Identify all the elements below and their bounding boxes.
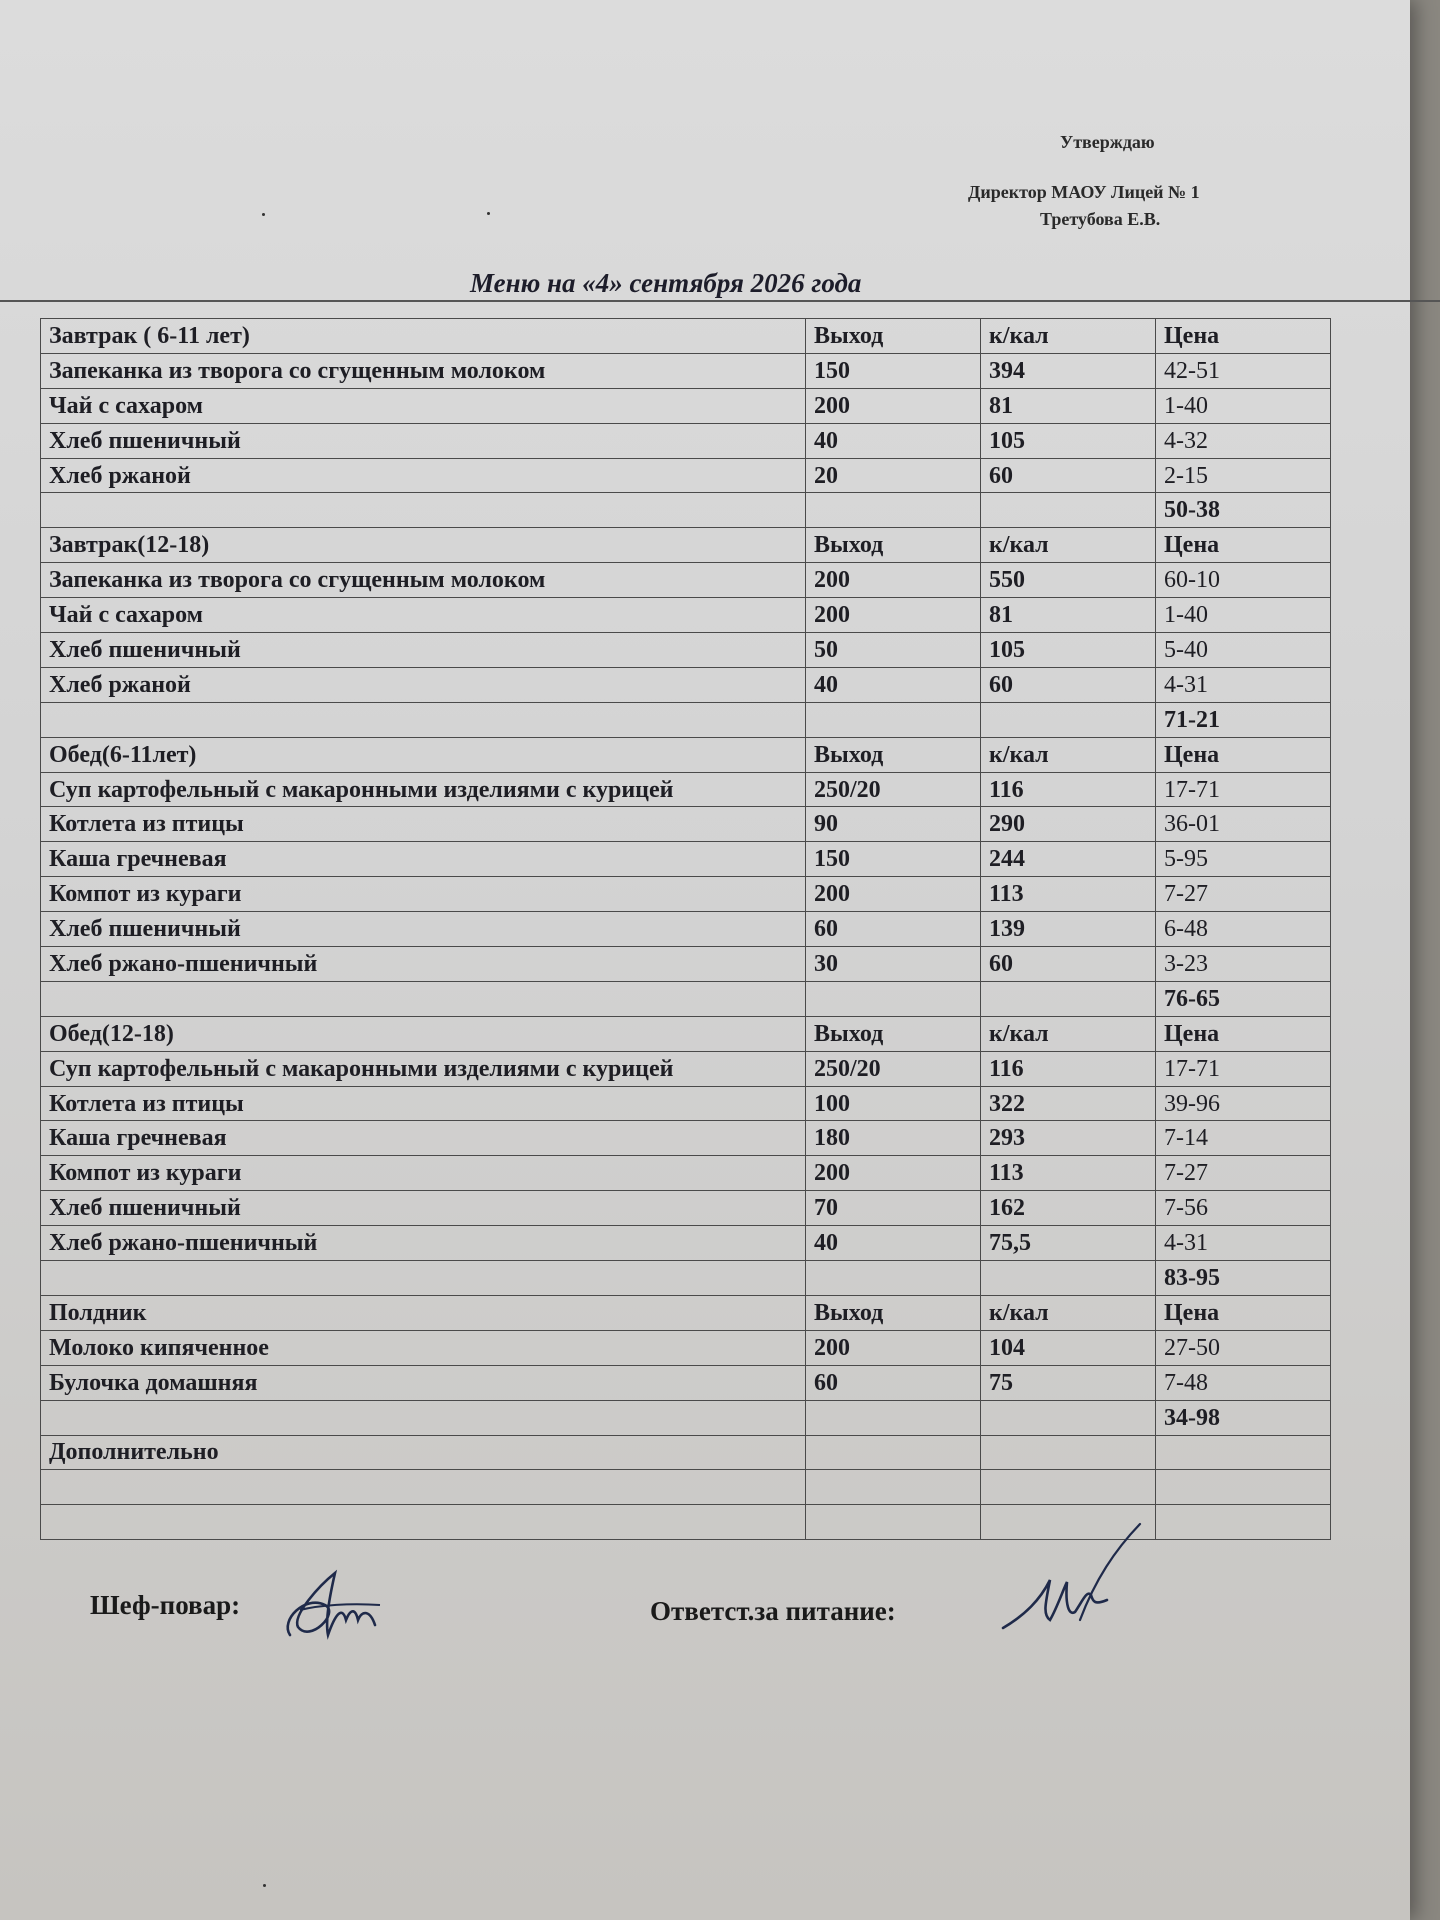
kcal-cell: к/кал (981, 319, 1156, 354)
portion-cell (806, 1505, 981, 1540)
price-cell: 27-50 (1156, 1330, 1331, 1365)
kcal-cell: к/кал (981, 1016, 1156, 1051)
price-cell: 17-71 (1156, 772, 1331, 807)
kcal-cell (981, 1435, 1156, 1470)
section-total-row (41, 1400, 1331, 1435)
menu-row (41, 1365, 1331, 1400)
dish-name-cell: Хлеб ржано-пшеничный (41, 1226, 806, 1261)
menu-row (41, 1435, 1331, 1470)
dish-name-cell: Булочка домашняя (41, 1365, 806, 1400)
dish-name-cell: Котлета из птицы (41, 807, 806, 842)
kcal-cell: 75 (981, 1365, 1156, 1400)
portion-cell (806, 1470, 981, 1505)
menu-row (41, 458, 1331, 493)
price-cell (1156, 1505, 1331, 1540)
menu-row (41, 807, 1331, 842)
approval-position: Директор МАОУ Лицей № 1 (968, 182, 1200, 202)
approval-person: Третубова Е.В. (1040, 209, 1161, 229)
paper-speck (262, 213, 265, 216)
portion-cell: 200 (806, 388, 981, 423)
price-cell: 71-21 (1156, 702, 1331, 737)
price-cell (1156, 1435, 1331, 1470)
portion-cell: 20 (806, 458, 981, 493)
portion-cell (806, 1400, 981, 1435)
menu-row (41, 353, 1331, 388)
price-cell: 3-23 (1156, 947, 1331, 982)
portion-cell: 30 (806, 947, 981, 982)
kcal-cell: 162 (981, 1191, 1156, 1226)
kcal-cell: к/кал (981, 737, 1156, 772)
dish-name-cell: Завтрак ( 6-11 лет) (41, 319, 806, 354)
portion-cell (806, 702, 981, 737)
menu-row (41, 772, 1331, 807)
menu-row (41, 388, 1331, 423)
section-header-row (41, 1016, 1331, 1051)
portion-cell (806, 1261, 981, 1296)
portion-cell: 150 (806, 842, 981, 877)
price-cell: 1-40 (1156, 388, 1331, 423)
kcal-cell (981, 1261, 1156, 1296)
price-cell: Цена (1156, 319, 1331, 354)
price-cell: 39-96 (1156, 1086, 1331, 1121)
price-cell: 2-15 (1156, 458, 1331, 493)
price-cell: 4-31 (1156, 1226, 1331, 1261)
kcal-cell: 322 (981, 1086, 1156, 1121)
dish-name-cell: Компот из кураги (41, 1156, 806, 1191)
menu-row (41, 563, 1331, 598)
header-rule (0, 300, 1440, 302)
dish-name-cell (41, 981, 806, 1016)
kcal-cell: 394 (981, 353, 1156, 388)
dish-name-cell: Суп картофельный с макаронными изделиями с курицей (41, 772, 806, 807)
kcal-cell (981, 1400, 1156, 1435)
portion-cell: 40 (806, 667, 981, 702)
kcal-cell: 75,5 (981, 1226, 1156, 1261)
dish-name-cell: Котлета из птицы (41, 1086, 806, 1121)
price-cell: 5-95 (1156, 842, 1331, 877)
paper-speck (487, 212, 490, 215)
dish-name-cell (41, 1470, 806, 1505)
portion-cell: Выход (806, 1295, 981, 1330)
chef-signature (280, 1565, 390, 1650)
price-cell: 36-01 (1156, 807, 1331, 842)
kcal-cell: к/кал (981, 528, 1156, 563)
price-cell: 50-38 (1156, 493, 1331, 528)
portion-cell: 200 (806, 1156, 981, 1191)
menu-row (41, 598, 1331, 633)
portion-cell: Выход (806, 737, 981, 772)
dish-name-cell: Каша гречневая (41, 1121, 806, 1156)
dish-name-cell (41, 493, 806, 528)
portion-cell: 200 (806, 877, 981, 912)
portion-cell: 250/20 (806, 1051, 981, 1086)
approval-title: Утверждаю (1060, 132, 1155, 152)
dish-name-cell: Хлеб ржаной (41, 458, 806, 493)
price-cell: 42-51 (1156, 353, 1331, 388)
portion-cell (806, 493, 981, 528)
portion-cell: Выход (806, 319, 981, 354)
dish-name-cell: Хлеб пшеничный (41, 423, 806, 458)
kcal-cell: 60 (981, 667, 1156, 702)
section-total-row (41, 702, 1331, 737)
price-cell: 1-40 (1156, 598, 1331, 633)
dish-name-cell: Суп картофельный с макаронными изделиями с курицей (41, 1051, 806, 1086)
dish-name-cell: Хлеб пшеничный (41, 1191, 806, 1226)
kcal-cell: 81 (981, 598, 1156, 633)
price-cell: 7-27 (1156, 1156, 1331, 1191)
price-cell: 17-71 (1156, 1051, 1331, 1086)
menu-table-body (41, 319, 1331, 1540)
price-cell: 5-40 (1156, 633, 1331, 668)
portion-cell: 250/20 (806, 772, 981, 807)
price-cell: 6-48 (1156, 912, 1331, 947)
portion-cell: 100 (806, 1086, 981, 1121)
kcal-cell: 550 (981, 563, 1156, 598)
menu-row (41, 1470, 1331, 1505)
kcal-cell: 60 (981, 458, 1156, 493)
dish-name-cell: Хлеб ржаной (41, 667, 806, 702)
menu-row (41, 877, 1331, 912)
kcal-cell (981, 702, 1156, 737)
kcal-cell: 116 (981, 772, 1156, 807)
menu-row (41, 1051, 1331, 1086)
section-total-row (41, 981, 1331, 1016)
portion-cell: 200 (806, 563, 981, 598)
responsible-label: Ответст.за питание: (650, 1596, 896, 1626)
portion-cell: 180 (806, 1121, 981, 1156)
kcal-cell: 116 (981, 1051, 1156, 1086)
dish-name-cell (41, 1261, 806, 1296)
menu-row (41, 1330, 1331, 1365)
price-cell: 60-10 (1156, 563, 1331, 598)
menu-row (41, 1121, 1331, 1156)
price-cell: 7-56 (1156, 1191, 1331, 1226)
kcal-cell (981, 981, 1156, 1016)
portion-cell: Выход (806, 528, 981, 563)
dish-name-cell (41, 1505, 806, 1540)
kcal-cell: 244 (981, 842, 1156, 877)
dish-name-cell: Полдник (41, 1295, 806, 1330)
kcal-cell: 113 (981, 877, 1156, 912)
portion-cell: Выход (806, 1016, 981, 1051)
portion-cell: 70 (806, 1191, 981, 1226)
price-cell: Цена (1156, 1016, 1331, 1051)
portion-cell: 150 (806, 353, 981, 388)
kcal-cell: 60 (981, 947, 1156, 982)
menu-row (41, 423, 1331, 458)
menu-title: Меню на «4» сентября 2026 года (470, 268, 862, 298)
dish-name-cell: Обед(6-11лет) (41, 737, 806, 772)
portion-cell (806, 1435, 981, 1470)
kcal-cell (981, 493, 1156, 528)
portion-cell: 200 (806, 598, 981, 633)
price-cell: 83-95 (1156, 1261, 1331, 1296)
dish-name-cell: Молоко кипяченное (41, 1330, 806, 1365)
price-cell: 76-65 (1156, 981, 1331, 1016)
dish-name-cell (41, 702, 806, 737)
price-cell: 7-48 (1156, 1365, 1331, 1400)
dish-name-cell: Завтрак(12-18) (41, 528, 806, 563)
portion-cell: 200 (806, 1330, 981, 1365)
section-header-row (41, 1295, 1331, 1330)
dish-name-cell: Обед(12-18) (41, 1016, 806, 1051)
dish-name-cell: Хлеб пшеничный (41, 912, 806, 947)
price-cell: Цена (1156, 528, 1331, 563)
price-cell: 34-98 (1156, 1400, 1331, 1435)
responsible-signature (995, 1520, 1155, 1635)
kcal-cell: 104 (981, 1330, 1156, 1365)
price-cell: 4-31 (1156, 667, 1331, 702)
dish-name-cell: Хлеб ржано-пшеничный (41, 947, 806, 982)
kcal-cell (981, 1470, 1156, 1505)
dish-name-cell: Хлеб пшеничный (41, 633, 806, 668)
dish-name-cell (41, 1400, 806, 1435)
menu-row (41, 842, 1331, 877)
portion-cell (806, 981, 981, 1016)
paper-speck (263, 1884, 266, 1887)
dish-name-cell: Дополнительно (41, 1435, 806, 1470)
menu-row (41, 1226, 1331, 1261)
price-cell (1156, 1470, 1331, 1505)
portion-cell: 60 (806, 1365, 981, 1400)
price-cell: 7-14 (1156, 1121, 1331, 1156)
section-total-row (41, 1261, 1331, 1296)
kcal-cell: 113 (981, 1156, 1156, 1191)
menu-row (41, 1191, 1331, 1226)
dish-name-cell: Запеканка из творога со сгущенным молоком (41, 353, 806, 388)
section-header-row (41, 319, 1331, 354)
dish-name-cell: Чай с сахаром (41, 598, 806, 633)
menu-row (41, 1156, 1331, 1191)
kcal-cell: 105 (981, 423, 1156, 458)
kcal-cell: к/кал (981, 1295, 1156, 1330)
portion-cell: 50 (806, 633, 981, 668)
chef-label: Шеф-повар: (90, 1590, 241, 1620)
menu-row (41, 1086, 1331, 1121)
dish-name-cell: Компот из кураги (41, 877, 806, 912)
price-cell: 7-27 (1156, 877, 1331, 912)
price-cell: Цена (1156, 737, 1331, 772)
price-cell: 4-32 (1156, 423, 1331, 458)
price-cell: Цена (1156, 1295, 1331, 1330)
dish-name-cell: Каша гречневая (41, 842, 806, 877)
portion-cell: 40 (806, 1226, 981, 1261)
section-total-row (41, 493, 1331, 528)
dish-name-cell: Запеканка из творога со сгущенным молоком (41, 563, 806, 598)
portion-cell: 60 (806, 912, 981, 947)
menu-row (41, 633, 1331, 668)
menu-row (41, 947, 1331, 982)
kcal-cell: 293 (981, 1121, 1156, 1156)
portion-cell: 40 (806, 423, 981, 458)
section-header-row (41, 737, 1331, 772)
menu-row (41, 667, 1331, 702)
dish-name-cell: Чай с сахаром (41, 388, 806, 423)
kcal-cell: 290 (981, 807, 1156, 842)
menu-row (41, 912, 1331, 947)
kcal-cell: 139 (981, 912, 1156, 947)
section-header-row (41, 528, 1331, 563)
portion-cell: 90 (806, 807, 981, 842)
kcal-cell: 105 (981, 633, 1156, 668)
menu-table (40, 318, 1331, 1540)
kcal-cell: 81 (981, 388, 1156, 423)
